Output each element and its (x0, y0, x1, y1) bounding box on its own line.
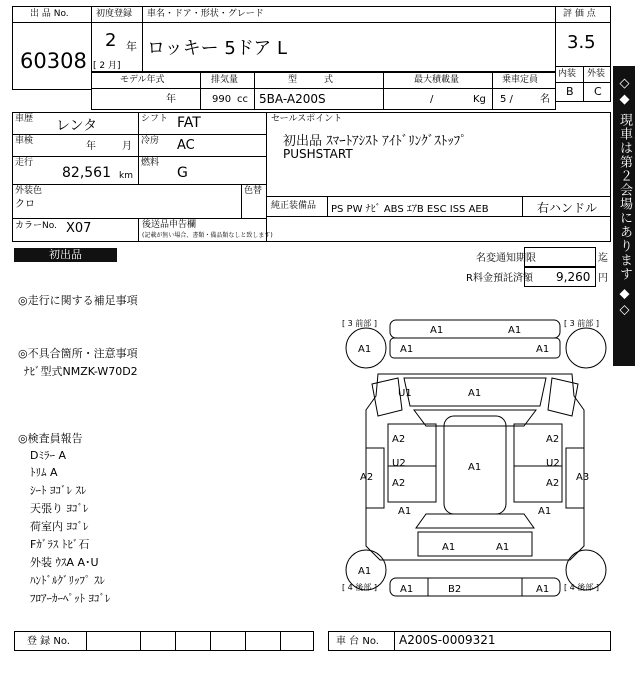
history-label: 車歴 (15, 114, 34, 124)
docs-note: (記載が無い場合、書類・備品類なしと致します) (142, 232, 273, 239)
mark-rear-bumper-left: A1 (400, 584, 414, 595)
equipment-label: 純正装備品 (271, 201, 317, 211)
sales-line1: 初出品 ｽﾏｰﾄｱｼｽﾄ ｱｲﾄﾞﾘﾝｸﾞｽﾄｯﾌﾟ (283, 134, 467, 149)
aircon: AC (177, 138, 195, 153)
color-change-label: 色替 (244, 186, 263, 196)
mark-rear-bumper-right: A1 (536, 584, 550, 595)
first-reg-label: 初度登録 (96, 9, 133, 19)
first-reg-year: 2 (105, 30, 117, 51)
year-unit: 年 (126, 40, 137, 53)
front-lip (390, 338, 560, 358)
history: レンタ (56, 118, 98, 134)
interior-label: 内装 (558, 69, 577, 79)
mark-trunk-right: A1 (496, 542, 510, 553)
trunk (418, 532, 532, 556)
mark-fender-left: U1 (398, 388, 412, 399)
equipment: PS PW ﾅﾋﾞ ABS ｴｱB ESC ISS AEB (331, 204, 489, 215)
color-no: X07 (66, 221, 92, 236)
ext-color-label: 外装色 (15, 186, 43, 196)
fuel-label: 燃料 (141, 158, 160, 168)
type-value: 5BA-A200S (259, 92, 326, 106)
corner-label-front-right: [ 3 前部 ] (564, 319, 599, 328)
score: 3.5 (567, 32, 596, 53)
capacity-unit: 名 (540, 94, 550, 105)
corner-label-rear-left: [ 4 後部 ] (342, 583, 377, 592)
displacement-unit: cc (237, 94, 248, 105)
shift: FAT (177, 115, 201, 131)
inspector-item: 荷室内 ﾖｺﾞﾚ (30, 520, 89, 533)
mark-front-bumper-right: A1 (508, 325, 522, 336)
side-banner-text: ◇◆ 現車は第２会場にあります ◆◇ (617, 76, 632, 319)
name-change-label: 名変通知期限 (476, 253, 536, 264)
fuel: G (177, 165, 188, 181)
mileage-label: 走行 (15, 158, 34, 168)
capacity: 5 / (500, 94, 513, 105)
corner-label-front-left: [ 3 前部 ] (342, 319, 377, 328)
inspector-title: ◎検査員報告 (18, 432, 83, 445)
inspector-item: ﾌﾛｱｰｶｰﾍﾟｯﾄ ﾖｺﾞﾚ (30, 592, 111, 605)
corner-label-rear-right: [ 4 後部 ] (564, 583, 599, 592)
name-change-unit: 迄 (598, 253, 608, 264)
defects-title: ◎不具合箇所・注意事項 (18, 347, 138, 360)
recycle-label: R料金預託済額 (466, 273, 533, 284)
mark-rear-door-left-top: U2 (392, 458, 406, 469)
max-load-header: 最大積載量 (414, 75, 460, 85)
mark-front-door-right: A2 (546, 434, 560, 445)
inspection-month: 月 (122, 141, 132, 152)
mark-rear-door-left-bottom: A2 (392, 478, 406, 489)
mileage-unit: km (119, 171, 133, 181)
sales-label: セールスポイント (271, 114, 343, 124)
defect-item: ﾅﾋﾞ型式NMZK-W70D2 (24, 365, 138, 378)
mark-roof: A1 (468, 462, 482, 473)
mark-trunk-left: A1 (442, 542, 456, 553)
mark-rear-fender-right: A1 (538, 506, 552, 517)
inspector-item: Dﾐﾗｰ A (30, 449, 66, 462)
mark-front-tire-left: A1 (358, 344, 372, 355)
first-listing-badge: 初出品 (14, 248, 117, 262)
reg-no-label: 登 録 No. (27, 636, 70, 647)
inspector-item: ﾊﾝﾄﾞﾙｸﾞﾘｯﾌﾟ ｽﾚ (30, 574, 105, 587)
mark-front-lip-right: A1 (536, 344, 550, 355)
chassis-label: 車 台 No. (336, 636, 379, 647)
mark-rear-fender-left: A1 (398, 506, 412, 517)
inspector-item: Fｶﾞﾗｽ ﾄﾋﾞ石 (30, 538, 90, 551)
mark-rear-tire-left: A1 (358, 566, 372, 577)
mark-rear-door-right-bottom: A2 (546, 478, 560, 489)
displacement-header: 排気量 (211, 75, 239, 85)
side-banner (613, 66, 635, 366)
lot-label: 出 品 No. (30, 9, 69, 19)
interior-grade: B (566, 85, 574, 98)
front-tire-right (566, 328, 606, 368)
mark-rear-bumper-middle: B2 (448, 584, 462, 595)
mark-front-bumper-left: A1 (430, 325, 444, 336)
mark-front-door-left: A2 (392, 434, 406, 445)
recycle-unit: 円 (598, 273, 608, 284)
docs-label: 後送品申告欄 (142, 220, 197, 230)
mark-side-right: A3 (576, 472, 590, 483)
inspector-item: ｼｰﾄ ﾖｺﾞﾚ ｽﾚ (30, 484, 87, 497)
exterior-label: 外装 (587, 69, 606, 79)
mileage: 82,561 (62, 165, 111, 181)
recycle-amount: 9,260 (556, 270, 591, 284)
lot-number: 60308 (20, 49, 87, 73)
max-load: / (430, 94, 434, 105)
first-reg-month: [ 2 月] (93, 61, 121, 71)
inspector-item: 外装 ｳｽA A･U (30, 556, 99, 569)
sales-line2: PUSHSTART (283, 147, 353, 161)
ext-color: クロ (15, 199, 35, 210)
inspector-item: ﾄﾘﾑ A (30, 466, 58, 479)
mark-front-lip-left: A1 (400, 344, 414, 355)
model-year-unit: 年 (166, 94, 176, 105)
driving-notes-title: ◎走行に関する補足事項 (18, 294, 138, 307)
rear-bumper (390, 578, 560, 596)
score-label: 評 価 点 (563, 9, 596, 19)
chassis-no: A200S-0009321 (399, 633, 496, 647)
name-change-field (524, 247, 596, 267)
mark-hood: A1 (468, 388, 482, 399)
exterior-grade: C (594, 85, 602, 98)
mark-rear-door-right-top: U2 (546, 458, 560, 469)
name-label: 車名・ドア・形状・グレード (147, 9, 264, 19)
rear-window (416, 514, 534, 528)
displacement: 990 (212, 94, 232, 105)
car-name: ロッキー 5ドア L (147, 38, 288, 59)
aircon-label: 冷房 (141, 136, 160, 146)
color-no-label: カラーNo. (15, 221, 57, 231)
inspector-item: 天張り ﾖｺﾞﾚ (30, 502, 89, 515)
shift-label: シフト (141, 114, 169, 124)
steering: 右ハンドル (537, 201, 598, 215)
model-year-header: モデル年式 (120, 75, 165, 85)
type-header: 型 式 (288, 75, 334, 85)
mark-side-left: A2 (360, 472, 374, 483)
inspection-label: 車検 (15, 136, 34, 146)
front-fender-right (548, 378, 578, 416)
max-load-unit: Kg (473, 94, 486, 105)
front-bumper (390, 320, 560, 338)
capacity-header: 乗車定員 (502, 75, 539, 85)
car-diagram (338, 316, 612, 600)
inspection-year: 年 (86, 141, 96, 152)
